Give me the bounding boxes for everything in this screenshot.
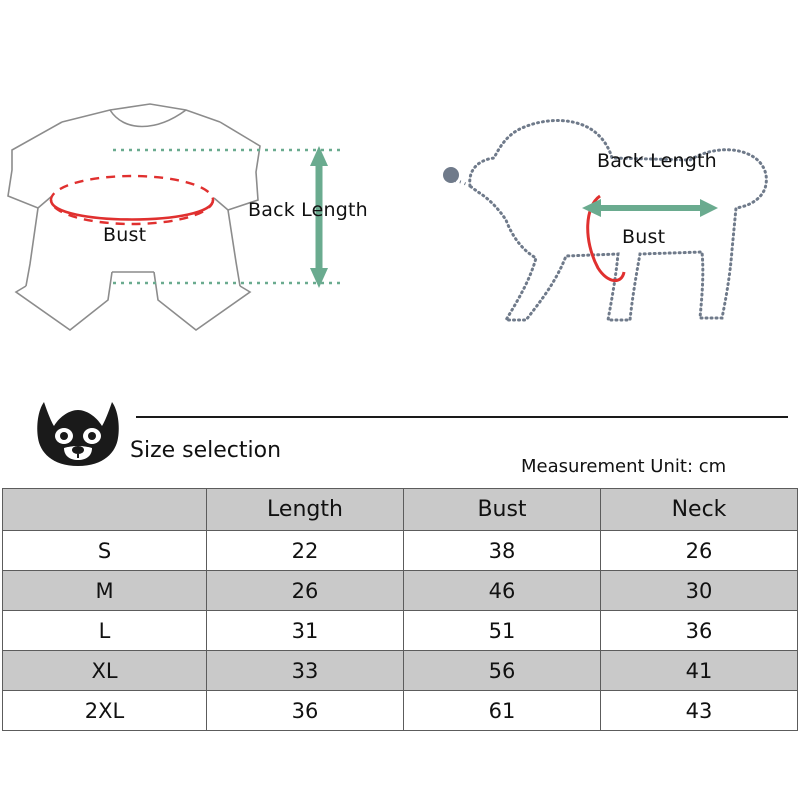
measurement-unit-note: Measurement Unit: cm [521,456,727,477]
title-divider [136,416,788,418]
table-header-row [3,489,798,531]
cell-length: 36 [207,691,404,731]
cell-bust: 56 [404,651,601,691]
cell-size: L [3,611,207,651]
cell-bust: 51 [404,611,601,651]
cell-size: S [3,531,207,571]
cell-neck: 36 [601,611,798,651]
garment-illustration [8,104,260,330]
size-selection-header [0,388,800,478]
column-header-length: Length [207,489,404,531]
table-row [3,611,798,651]
garment-bust-marker [51,176,213,224]
cell-size: XL [3,651,207,691]
table-row [3,691,798,731]
column-header-bust: Bust [404,489,601,531]
table-row [3,571,798,611]
cell-size: 2XL [3,691,207,731]
garment-back-length-label: Back Length [248,199,368,221]
garment-bust-label: Bust [103,224,147,246]
dog-back-length-arrow [582,199,718,217]
page-title: Size selection [130,438,282,463]
dog-back-length-label: Back Length [597,150,717,172]
cell-length: 22 [207,531,404,571]
column-header-size [3,489,207,531]
table-row [3,651,798,691]
cell-bust: 61 [404,691,601,731]
cell-neck: 41 [601,651,798,691]
cell-bust: 38 [404,531,601,571]
measurement-diagrams [0,0,800,380]
table-row [3,531,798,571]
diagram-svg [0,0,800,380]
cell-bust: 46 [404,571,601,611]
cell-neck: 43 [601,691,798,731]
dog-head-icon [30,396,126,474]
cell-size: M [3,571,207,611]
cell-length: 26 [207,571,404,611]
size-table [2,488,798,731]
cell-neck: 30 [601,571,798,611]
cell-length: 31 [207,611,404,651]
cell-neck: 26 [601,531,798,571]
column-header-neck: Neck [601,489,798,531]
cell-length: 33 [207,651,404,691]
dog-bust-label: Bust [622,226,666,248]
